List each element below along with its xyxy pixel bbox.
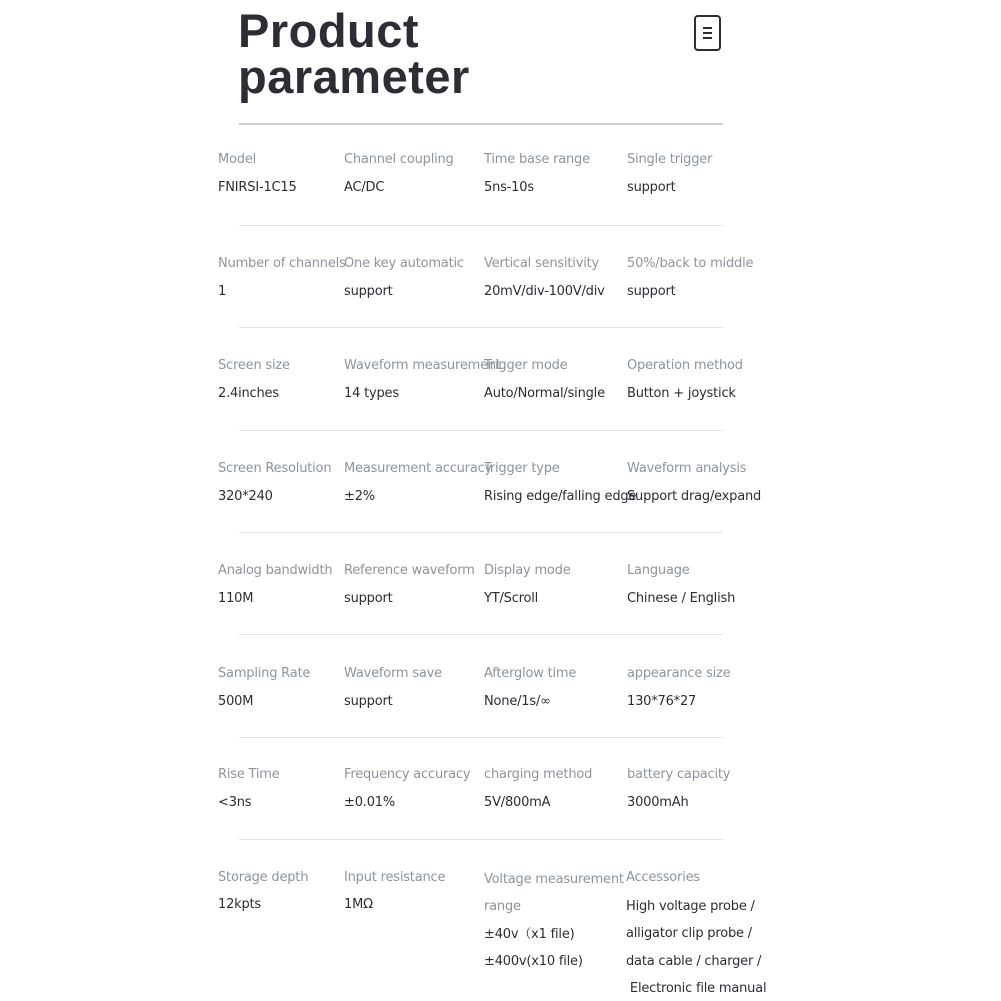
spec-label: Operation method — [627, 358, 743, 373]
row-divider — [239, 430, 723, 431]
voltage-label-line-1: Voltage measurement — [484, 872, 624, 887]
spec-label: Number of channels — [218, 256, 346, 271]
spec-label: battery capacity — [627, 767, 731, 782]
spec-label: Waveform save — [344, 666, 442, 681]
spec-value: 130*76*27 — [627, 694, 697, 709]
spec-value-input-resistance: 1MΩ — [344, 897, 373, 912]
spec-value: None/1s/∞ — [484, 694, 551, 709]
document-icon — [694, 15, 721, 51]
spec-value: 320*240 — [218, 489, 273, 504]
spec-label: charging method — [484, 767, 593, 782]
spec-value: 1 — [218, 284, 227, 299]
spec-value-storage-depth: 12kpts — [218, 897, 261, 912]
spec-label: Rise Time — [218, 767, 280, 782]
row-divider — [239, 327, 723, 328]
header-divider — [239, 123, 723, 125]
spec-label: Waveform analysis — [627, 461, 747, 476]
accessories-line-4: Electronic file manual — [626, 981, 767, 997]
spec-value: <3ns — [218, 795, 252, 810]
spec-label-accessories: Accessories — [626, 870, 700, 885]
spec-value: support — [344, 591, 393, 606]
spec-value: 2.4inches — [218, 386, 279, 401]
spec-value: 20mV/div-100V/div — [484, 284, 605, 299]
spec-value: ±0.01% — [344, 795, 395, 810]
row-divider — [239, 634, 723, 635]
spec-label: Screen Resolution — [218, 461, 332, 476]
spec-value: 110M — [218, 591, 254, 606]
spec-label: Language — [627, 563, 690, 578]
spec-label-voltage-range — [484, 870, 624, 925]
spec-value: support — [344, 694, 393, 709]
title-line-2: parameter — [238, 50, 470, 103]
spec-label: Display mode — [484, 563, 571, 578]
spec-value: ±2% — [344, 489, 375, 504]
spec-value: YT/Scroll — [484, 591, 539, 606]
spec-value: Rising edge/falling edge — [484, 489, 637, 504]
spec-label: Measurement accuracy — [344, 461, 493, 476]
spec-label: Screen size — [218, 358, 290, 373]
spec-value: support — [627, 180, 676, 195]
spec-label: Analog bandwidth — [218, 563, 333, 578]
spec-label: Frequency accuracy — [344, 767, 471, 782]
spec-value: 5V/800mA — [484, 795, 551, 810]
spec-label: Channel coupling — [344, 152, 454, 167]
accessories-line-2: alligator clip probe / — [626, 926, 752, 942]
title-line-1: Product — [238, 4, 420, 57]
spec-label-input-resistance: Input resistance — [344, 870, 446, 885]
accessories-line-3: data cable / charger / — [626, 953, 762, 969]
voltage-value-line-2: ±400v(x10 file) — [484, 954, 583, 970]
row-divider — [239, 225, 723, 226]
spec-value-accessories — [626, 897, 766, 1001]
spec-label: Trigger mode — [484, 358, 568, 373]
spec-label: Afterglow time — [484, 666, 577, 681]
spec-label: 50%/back to middle — [627, 256, 754, 271]
voltage-value-line-1: ±40v（x1 file) — [484, 927, 575, 942]
spec-label: Single trigger — [627, 152, 713, 167]
spec-value: 14 types — [344, 386, 399, 401]
spec-value: support — [627, 284, 676, 299]
spec-value: AC/DC — [344, 180, 385, 195]
spec-label: appearance size — [627, 666, 731, 681]
spec-label: Trigger type — [484, 461, 560, 476]
spec-value: Chinese / English — [627, 591, 736, 606]
voltage-label-line-2: range — [484, 899, 521, 915]
spec-value: 3000mAh — [627, 795, 689, 810]
spec-label: Model — [218, 152, 257, 167]
spec-value: support — [344, 284, 393, 299]
spec-label: Sampling Rate — [218, 666, 311, 681]
page-title — [238, 4, 470, 103]
spec-label-storage-depth: Storage depth — [218, 870, 309, 885]
row-divider — [239, 737, 723, 738]
accessories-line-1: High voltage probe / — [626, 899, 755, 914]
spec-value: Support drag/expand — [627, 489, 762, 504]
spec-value: FNIRSI-1C15 — [218, 180, 297, 195]
spec-value: Auto/Normal/single — [484, 386, 605, 401]
spec-label: Vertical sensitivity — [484, 256, 599, 271]
row-divider — [239, 839, 723, 840]
row-divider — [239, 532, 723, 533]
spec-value: Button + joystick — [627, 386, 736, 401]
spec-label: Time base range — [484, 152, 590, 167]
spec-value: 5ns-10s — [484, 180, 534, 195]
spec-value: 500M — [218, 694, 254, 709]
spec-value-voltage-range — [484, 925, 583, 980]
spec-label: Waveform measurement — [344, 358, 501, 373]
spec-label: Reference waveform — [344, 563, 475, 578]
spec-label: One key automatic — [344, 256, 464, 271]
